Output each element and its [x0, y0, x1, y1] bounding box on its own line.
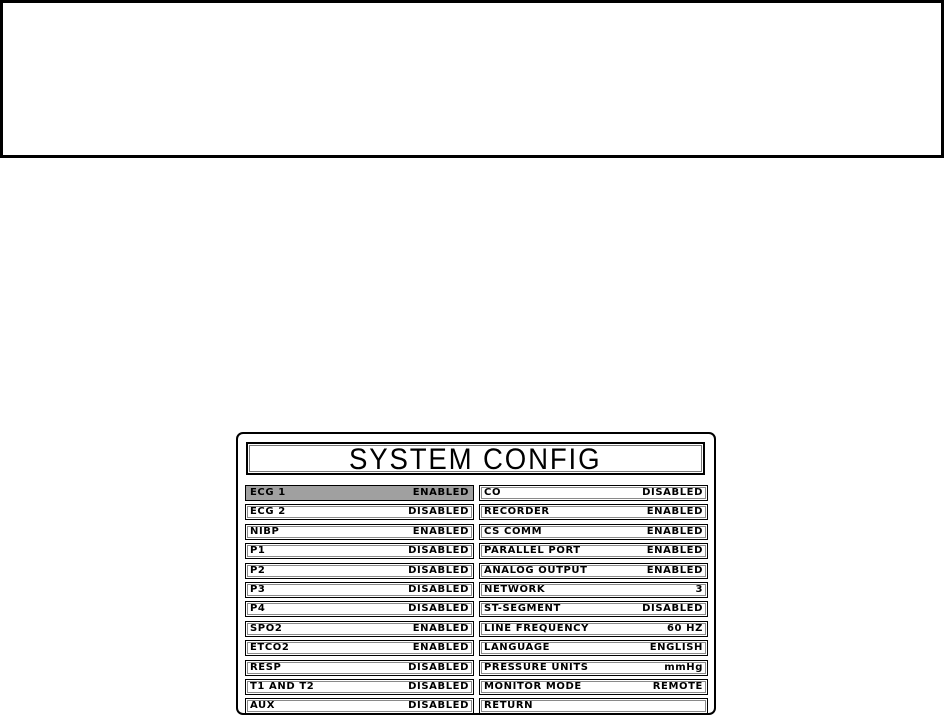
menu-item-ecg1[interactable]	[245, 485, 474, 501]
menu-item-st-segment[interactable]	[479, 601, 708, 617]
menu-item-value: DISABLED	[408, 583, 469, 595]
menu-item-value: ENABLED	[646, 525, 703, 537]
menu-item-value: DISABLED	[408, 661, 469, 673]
menu-item-label: ECG 1	[250, 487, 286, 498]
menu-item-aux[interactable]	[245, 698, 474, 714]
menu-item-label: SPO2	[250, 622, 283, 634]
menu-item-value: ENGLISH	[649, 642, 703, 654]
menu-item-value: ENABLED	[646, 564, 703, 576]
menu-item-label: CS COMM	[484, 525, 543, 537]
menu-item-label: PARALLEL PORT	[484, 545, 581, 557]
menu-item-value: ENABLED	[412, 622, 469, 634]
left-menu-column	[245, 485, 474, 718]
menu-item-value: DISABLED	[642, 603, 703, 615]
menu-item-network[interactable]	[479, 582, 708, 598]
menu-item-value: DISABLED	[642, 487, 703, 498]
menu-item-value: ENABLED	[646, 506, 703, 518]
menu-item-p1[interactable]	[245, 543, 474, 559]
right-menu-column	[479, 485, 708, 718]
menu-item-line-frequency[interactable]	[479, 621, 708, 637]
menu-item-recorder[interactable]	[479, 504, 708, 520]
menu-item-label: LINE FREQUENCY	[484, 622, 589, 634]
menu-item-nibp[interactable]	[245, 524, 474, 540]
menu-item-label: P3	[250, 583, 266, 595]
system-config-panel	[236, 432, 716, 715]
menu-item-label: ECG 2	[250, 506, 286, 518]
menu-item-label: T1 AND T2	[250, 680, 315, 692]
menu-item-value: ENABLED	[646, 545, 703, 557]
menu-item-label: NIBP	[250, 525, 280, 537]
menu-item-label: P2	[250, 564, 266, 576]
menu-item-value: DISABLED	[408, 506, 469, 518]
menu-item-value: ENABLED	[412, 642, 469, 654]
menu-item-label: P4	[250, 603, 266, 615]
menu-item-label: ANALOG OUTPUT	[484, 564, 588, 576]
menu-item-value: DISABLED	[408, 564, 469, 576]
menu-item-p3[interactable]	[245, 582, 474, 598]
menu-item-value: mmHg	[664, 661, 703, 673]
menu-item-value: ENABLED	[412, 487, 469, 498]
menu-item-value: DISABLED	[408, 700, 469, 712]
title-box	[246, 442, 705, 475]
menu-item-pressure-units[interactable]	[479, 660, 708, 676]
menu-item-p4[interactable]	[245, 601, 474, 617]
menu-item-value: DISABLED	[408, 680, 469, 692]
menu-item-label: MONITOR MODE	[484, 680, 582, 692]
menu-item-ecg2[interactable]	[245, 504, 474, 520]
menu-item-value: DISABLED	[408, 545, 469, 557]
menu-item-cs-comm[interactable]	[479, 524, 708, 540]
menu-item-label: RETURN	[484, 700, 534, 712]
menu-item-spo2[interactable]	[245, 621, 474, 637]
menu-item-label: NETWORK	[484, 583, 546, 595]
menu-item-label: P1	[250, 545, 266, 557]
menu-item-value: DISABLED	[408, 603, 469, 615]
menu-item-label: CO	[484, 487, 502, 498]
return-button[interactable]	[479, 698, 708, 714]
menu-item-parallel-port[interactable]	[479, 543, 708, 559]
page-title: SYSTEM CONFIG	[349, 442, 602, 476]
menu-item-label: LANGUAGE	[484, 642, 551, 654]
menu-item-label: ETCO2	[250, 642, 290, 654]
menu-item-language[interactable]	[479, 640, 708, 656]
menu-item-value: ENABLED	[412, 525, 469, 537]
menu-item-value: 3	[695, 583, 703, 595]
menu-item-label: RECORDER	[484, 506, 550, 518]
menu-item-label: RESP	[250, 661, 282, 673]
menu-item-value: REMOTE	[652, 680, 703, 692]
menu-item-t1-and-t2[interactable]	[245, 679, 474, 695]
menu-item-label: AUX	[250, 700, 276, 712]
menu-item-etco2[interactable]	[245, 640, 474, 656]
menu-item-co[interactable]	[479, 485, 708, 501]
menu-item-label: ST-SEGMENT	[484, 603, 561, 615]
menu-item-resp[interactable]	[245, 660, 474, 676]
menu-item-monitor-mode[interactable]	[479, 679, 708, 695]
menu-item-label: PRESSURE UNITS	[484, 661, 589, 673]
menu-item-analog-output[interactable]	[479, 563, 708, 579]
top-banner-box	[0, 0, 944, 158]
menu-item-value: 60 HZ	[666, 622, 703, 634]
menu-item-p2[interactable]	[245, 563, 474, 579]
